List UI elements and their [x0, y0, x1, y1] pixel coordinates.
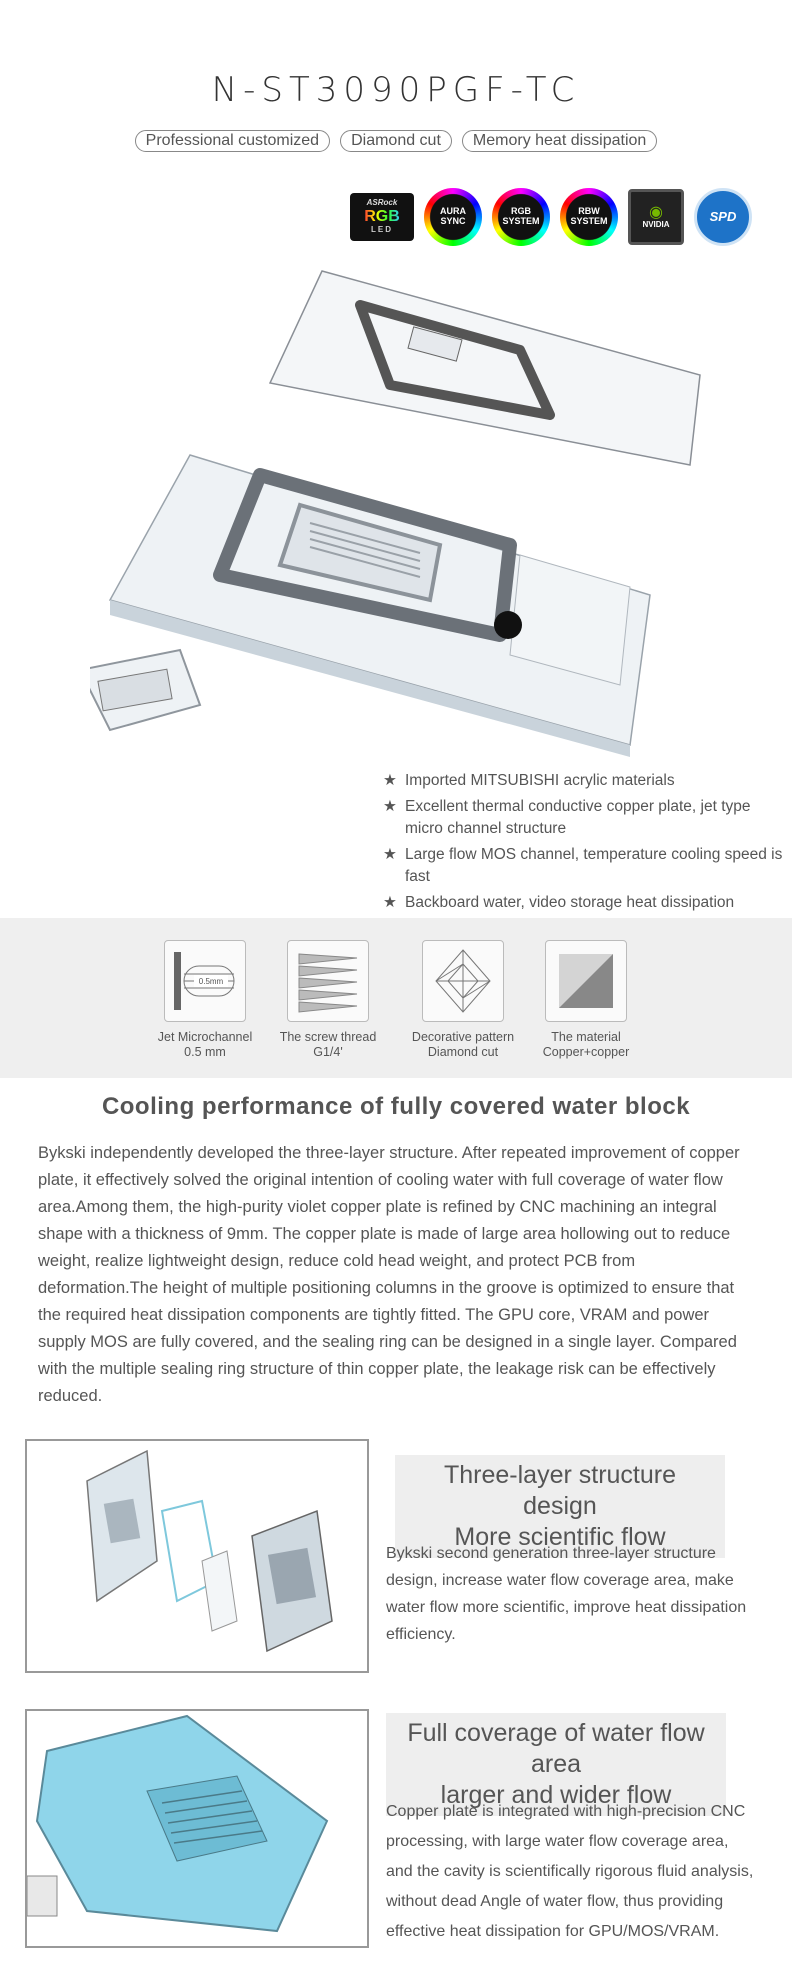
small-block-image — [90, 650, 200, 730]
copper-material-icon — [545, 940, 627, 1022]
cooling-body: Bykski independently developed the three-layer structure. After repeated improvement of copper plate, it effectively solved the original intention of cooling water with full coverage of water flow area.Among them, the high-purity violet copper plate is refined by CNC machining an integral shape with a thickness of 9mm. The copper plate is made of large area hollowing out to reduce weight, realize lightweight design, reduce cold head weight, and protect PCB from deformation.The height of multiple positioning columns in the groove is optimized to ensure that the required heat dissipation components are tightly fitted. The GPU core, VRAM and power supply MOS are fully covered, and the sealing ring can be designed in a single layer. Compared with the multiple sealing ring structure of thin copper plate, the leakage risk can be effectively reduced. — [38, 1144, 740, 1405]
feature-item: ★ Imported MITSUBISHI acrylic materials — [383, 770, 783, 792]
section2-heading: Full coverage of water flow area larger and wider flow — [386, 1713, 726, 1816]
section1-body: Bykski second generation three-layer structure design, increase water flow coverage area, make water flow more scientific, improve heat dissipation efficiency. — [386, 1545, 747, 1643]
spec-screw-thread: The screw thread G1/4' — [268, 940, 388, 1060]
tag-diamond-cut: Diamond cut — [340, 130, 452, 152]
tag-memory: Memory heat dissipation — [462, 130, 657, 152]
feature-list — [383, 770, 783, 918]
feature-tags — [0, 130, 792, 152]
asrock-rgb-led-logo: ASRock RGB LED — [350, 193, 414, 241]
feature-item: ★ Backboard water, video storage heat dissipation — [383, 892, 783, 914]
acrylic-block-image — [110, 455, 650, 757]
spec-microchannel: 0.5mm Jet Microchannel 0.5 mm — [145, 940, 265, 1060]
asus-aura-sync-logo: AURA SYNC — [424, 188, 482, 246]
star-icon: ★ — [383, 772, 397, 789]
section1-heading: Three-layer structure design More scientific flow — [395, 1455, 725, 1558]
nvidia-logo: ◉ NVIDIA — [628, 189, 684, 245]
spec-material: The material Copper+copper — [526, 940, 646, 1060]
product-title: N-ST3090PGF-TC — [211, 70, 581, 110]
feature-item: ★ Excellent thermal conductive copper plate, jet type micro channel structure — [383, 796, 783, 840]
spd-logo: SPD — [694, 188, 752, 246]
bykski-rgb-system-logo: RGB SYSTEM — [492, 188, 550, 246]
rgb-sync-logos — [350, 188, 752, 246]
star-icon: ★ — [383, 846, 397, 863]
bykski-rbw-system-logo: RBW SYSTEM — [560, 188, 618, 246]
spec-diamond-cut: Decorative pattern Diamond cut — [403, 940, 523, 1060]
water-block-render — [90, 265, 710, 765]
microchannel-icon — [164, 940, 246, 1022]
three-layer-image — [25, 1439, 369, 1673]
backplate-image — [270, 271, 700, 465]
svg-text:0.5mm: 0.5mm — [198, 977, 224, 986]
section2-body: Copper plate is integrated with high-precision CNC processing, with large water flow coverage area, and the cavity is scientifically rigorous fluid analysis, without dead Angle of water flow, thus providing effective heat dissipation for GPU/MOS/VRAM. — [386, 1803, 754, 1940]
diamond-cut-icon — [422, 940, 504, 1022]
tag-professional: Professional customized — [135, 130, 330, 152]
spec-band — [0, 918, 792, 1078]
cooling-title: Cooling performance of fully covered water block — [101, 1093, 691, 1120]
screw-thread-icon — [287, 940, 369, 1022]
star-icon: ★ — [383, 798, 397, 815]
full-coverage-image — [25, 1709, 369, 1948]
feature-item: ★ Large flow MOS channel, temperature cooling speed is fast — [383, 844, 783, 888]
star-icon: ★ — [383, 894, 397, 911]
